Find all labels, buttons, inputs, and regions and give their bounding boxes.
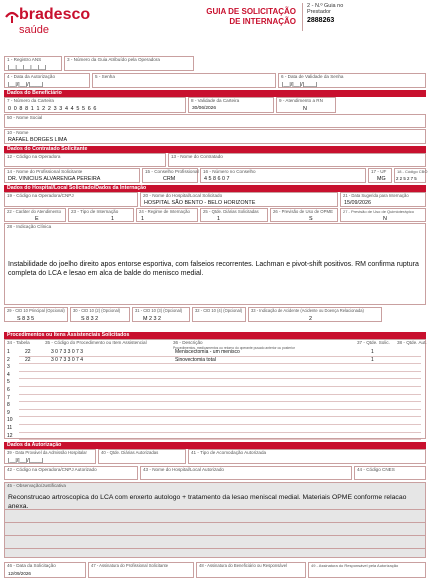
codigo-cbo-label: 18 - Código CBO bbox=[397, 169, 428, 174]
validade-carteira-field[interactable] bbox=[188, 97, 274, 113]
registro-ans-field[interactable] bbox=[4, 56, 62, 71]
regime-internacao-field[interactable] bbox=[136, 208, 198, 222]
qtde-diarias-field[interactable] bbox=[200, 208, 268, 222]
assinatura-autorizacao-label: 49 - Assinatura do Responsável pela Autorização bbox=[311, 563, 399, 568]
assinatura-profissional-label: 47 - Assinatura do Profissional Solicitante bbox=[91, 563, 169, 568]
cid-2-value: S 8 3 2 bbox=[81, 316, 99, 322]
row-number: 5 bbox=[7, 379, 10, 386]
form-title bbox=[196, 7, 296, 27]
col-codigo-header: 35 - Código do Procedimento ou Item Assistencial bbox=[45, 340, 147, 345]
hospital-autorizado-label: 43 - Nome do Hospital/Local Autorizado bbox=[143, 467, 224, 472]
form-title-line2: DE INTERNAÇÃO bbox=[229, 17, 296, 26]
indicacao-acidente-field[interactable] bbox=[248, 307, 382, 322]
guia-number-block bbox=[302, 3, 426, 31]
row-guide-line bbox=[19, 439, 421, 440]
nome-social-label: 50 - Nome Social bbox=[7, 115, 43, 120]
codigo-operadora-field[interactable] bbox=[4, 153, 166, 167]
codigo-cnpj-autorizado-field[interactable] bbox=[4, 466, 138, 480]
nome-hospital-label: 20 - Nome do Hospital/Local Solicitado bbox=[143, 193, 223, 198]
nome-label: 10 - Nome bbox=[7, 130, 29, 135]
nome-contratado-field[interactable] bbox=[168, 153, 426, 167]
codigo-cnpj-autorizado-label: 42 - Código na Operadora/CNPJ Autorizado bbox=[7, 467, 97, 472]
brand-sub: saúde bbox=[19, 24, 49, 36]
qtde-diarias-label: 25 - Qtde. Diárias Solicitadas bbox=[203, 209, 259, 214]
data-autorizacao-field[interactable] bbox=[4, 73, 90, 88]
col-descricao-note: Procedimentos, medicamentos ou retorno do operante pusado anterior ou posterior bbox=[173, 346, 295, 350]
row-descricao: Sinovectomia total bbox=[175, 356, 216, 363]
profissional-solicitante-field[interactable] bbox=[4, 168, 140, 183]
section-procedimentos: Procedimentos ou Itens Assistenciais Solicitados bbox=[4, 332, 426, 339]
nome-hospital-value: HOSPITAL SÃO BENTO - BELO HORIZONTE bbox=[144, 200, 256, 206]
acomodacao-autorizada-field[interactable] bbox=[188, 449, 426, 464]
hospital-autorizado-field[interactable] bbox=[140, 466, 352, 480]
previsao-opme-field[interactable] bbox=[270, 208, 338, 222]
regime-internacao-label: 24 - Regime de Internação bbox=[139, 209, 190, 214]
col-qtde-aut-header: 38 - Qtde. Aut. bbox=[397, 340, 427, 345]
col-tabela-header: 34 - Tabela bbox=[7, 340, 30, 345]
observacao-value: Reconstrucao artroscopica do LCA com enxerto autologo + tratamento da lesao meniscal medial. Materiais OPME conforme relacao anexa. bbox=[8, 494, 407, 510]
atendimento-rn-value: N bbox=[303, 106, 307, 112]
carater-atendimento-field[interactable] bbox=[4, 208, 66, 222]
table-row[interactable] bbox=[5, 349, 425, 357]
codigo-cbo-field[interactable] bbox=[394, 168, 426, 183]
row-qtde-solic: 1 bbox=[371, 349, 374, 355]
row-number: 11 bbox=[7, 425, 13, 431]
table-row[interactable] bbox=[5, 364, 425, 372]
data-solicitacao-value: 12/09/2026 bbox=[8, 571, 31, 576]
codigo-cnpj-label: 19 - Código na Operadora/CNPJ bbox=[7, 193, 74, 198]
section-hospital: Dados do Hospital/Local Solicitado/Dados da Internação bbox=[4, 185, 426, 192]
data-autorizacao-value: |__|/|__|/|____| bbox=[8, 82, 44, 88]
previsao-opme-label: 26 - Previsão de Uso de OPME bbox=[273, 209, 333, 214]
cid-principal-label: 29 - CID 10 Principal (Opcional) bbox=[7, 308, 65, 313]
validade-carteira-label: 8 - Validade da Carteira bbox=[191, 98, 240, 103]
guia-label-1: 2 - N.º Guia no bbox=[307, 3, 344, 9]
atendimento-rn-field[interactable] bbox=[276, 97, 336, 113]
row-number: 4 bbox=[7, 371, 10, 378]
previsao-opme-value: S bbox=[309, 216, 313, 222]
senha-field[interactable] bbox=[92, 73, 276, 88]
uf-label: 17 - UF bbox=[371, 169, 387, 174]
atendimento-rn-label: 9 - Atendimento a RN bbox=[279, 98, 323, 103]
table-row[interactable] bbox=[5, 425, 425, 433]
previsao-quimio-value: N bbox=[383, 216, 387, 222]
form-title-line1: GUIA DE SOLICITAÇÃO bbox=[206, 7, 296, 16]
row-qtde-solic: 1 bbox=[371, 356, 374, 363]
assinatura-beneficiario-label: 48 - Assinatura do Beneficiário ou Responsável bbox=[199, 563, 287, 568]
codigo-operadora-label: 12 - Código na Operadora bbox=[7, 154, 61, 159]
tipo-internacao-value: 1 bbox=[111, 216, 114, 222]
logo-mark-icon bbox=[4, 8, 20, 24]
carater-atendimento-label: 22 - Caráter do Atendimento bbox=[7, 209, 61, 214]
data-sugerida-label: 21 - Data Sugerida para Internação bbox=[343, 193, 409, 198]
codigo-cnes-label: 44 - Código CNES bbox=[357, 467, 395, 472]
assinatura-autorizacao-field[interactable] bbox=[308, 562, 426, 578]
data-admissao-label: 39 - Data Provável da Admissão Hospitalar bbox=[7, 450, 87, 455]
table-row[interactable] bbox=[5, 357, 425, 365]
profissional-solicitante-label: 14 - Nome do Profissional Solicitante bbox=[7, 169, 83, 174]
table-row[interactable] bbox=[5, 379, 425, 387]
guia-label-2: Prestador bbox=[307, 9, 331, 15]
validade-senha-value: |__|/|__|/|____| bbox=[282, 82, 318, 88]
assinatura-profissional-field[interactable] bbox=[88, 562, 194, 578]
nome-hospital-field[interactable] bbox=[140, 192, 338, 207]
row-number: 1 bbox=[7, 349, 10, 355]
registro-ans-value: |__|__|__|__|__| bbox=[8, 65, 47, 71]
cid-3-field[interactable] bbox=[132, 307, 190, 322]
cid-4-label: 32 - CID 10 (4) (Opcional) bbox=[195, 308, 243, 313]
indicacao-acidente-value: 2 bbox=[309, 316, 312, 322]
registro-ans-label: 1 - Registro ANS bbox=[7, 57, 42, 62]
nome-field[interactable] bbox=[4, 129, 426, 144]
data-autorizacao-label: 4 - Data da Autorização bbox=[7, 74, 56, 79]
guia-number: 2888263 bbox=[307, 17, 335, 24]
previsao-quimio-field[interactable] bbox=[340, 208, 426, 222]
data-admissao-value: |__|/|__|/|____| bbox=[8, 458, 44, 464]
procedimentos-table bbox=[4, 339, 426, 439]
cid-4-field[interactable] bbox=[192, 307, 246, 322]
indicacao-clinica-field[interactable] bbox=[4, 223, 426, 305]
col-qtde-solic-header: 37 - Qtde. Solic. bbox=[357, 340, 390, 345]
row-tabela: 22 bbox=[25, 356, 31, 363]
table-row[interactable] bbox=[5, 417, 425, 425]
row-number: 12 bbox=[7, 432, 13, 439]
table-row[interactable] bbox=[5, 402, 425, 410]
indicacao-clinica-label: 28 - Indicação Clínica bbox=[7, 224, 52, 229]
brand-name: bradesco bbox=[19, 6, 91, 23]
carater-atendimento-value: E bbox=[35, 216, 39, 222]
observacao-label: 45 - Observação/Justificativa bbox=[7, 483, 66, 488]
table-row[interactable] bbox=[5, 433, 425, 441]
codigo-cnes-field[interactable] bbox=[354, 466, 426, 480]
acomodacao-autorizada-label: 41 - Tipo de Acomodação Autorizada bbox=[191, 450, 267, 455]
nome-value: RAFAEL BORGES LIMA bbox=[8, 137, 68, 143]
cid-3-label: 31 - CID 10 (3) (Opcional) bbox=[135, 308, 183, 313]
qtde-diarias-value: 1 bbox=[217, 216, 220, 222]
row-number: 3 bbox=[7, 364, 10, 371]
table-row[interactable] bbox=[5, 372, 425, 380]
table-row[interactable] bbox=[5, 395, 425, 403]
data-solicitacao-label: 46 - Data da Solicitação bbox=[7, 563, 56, 568]
uf-field[interactable] bbox=[368, 168, 392, 183]
codigo-cnpj-field[interactable] bbox=[4, 192, 138, 207]
cid-principal-value: S 8 3 5 bbox=[17, 316, 35, 322]
table-row[interactable] bbox=[5, 410, 425, 418]
nome-social-field[interactable] bbox=[4, 114, 426, 128]
numero-conselho-label: 16 - Número no Conselho bbox=[203, 169, 256, 174]
senha-label: 5 - Senha bbox=[95, 74, 115, 79]
tipo-internacao-label: 23 - Tipo de Internação bbox=[71, 209, 119, 214]
row-number: 7 bbox=[7, 394, 10, 401]
row-descricao: Meniscectomia - um menisco bbox=[175, 349, 240, 355]
tipo-internacao-field[interactable] bbox=[68, 208, 134, 222]
regime-internacao-value: 1 bbox=[141, 216, 144, 222]
section-beneficiario: Dados do Beneficiário bbox=[4, 90, 426, 97]
cid-2-label: 30 - CID 10 (2) (Opcional) bbox=[73, 308, 121, 313]
numero-carteira-label: 7 - Número da Carteira bbox=[7, 98, 54, 103]
row-number: 2 bbox=[7, 356, 10, 363]
data-solicitacao-field[interactable] bbox=[4, 562, 86, 578]
numero-guia-operadora-label: 3 - Número da Guia Atribuído pela Operadora bbox=[67, 57, 160, 62]
cid-principal-field[interactable] bbox=[4, 307, 68, 322]
section-autorizacao: Dados da Autorização bbox=[4, 442, 426, 449]
section-contratado: Dados do Contratado Solicitante bbox=[4, 146, 426, 153]
conselho-profissional-field[interactable] bbox=[142, 168, 198, 183]
validade-senha-label: 6 - Data de Validade da Senha bbox=[281, 74, 344, 79]
numero-carteira-field[interactable] bbox=[4, 97, 186, 113]
row-codigo: 3 0 7 3 3 0 7 4 bbox=[51, 356, 83, 363]
table-row[interactable] bbox=[5, 387, 425, 395]
data-admissao-field[interactable] bbox=[4, 449, 96, 464]
col-descricao-header: 36 - Descrição bbox=[173, 340, 203, 345]
validade-senha-field[interactable] bbox=[278, 73, 426, 88]
assinatura-beneficiario-field[interactable] bbox=[196, 562, 306, 578]
row-number: 9 bbox=[7, 409, 10, 416]
profissional-solicitante-value: DR. VINICIUS ALVARENGA PEREIRA bbox=[8, 176, 101, 182]
row-number: 6 bbox=[7, 387, 10, 393]
conselho-profissional-label: 15 - Conselho Profissional bbox=[145, 169, 199, 174]
brand-logo bbox=[4, 4, 94, 40]
diarias-autorizadas-label: 40 - Qtde. Diárias Autorizadas bbox=[101, 450, 159, 455]
numero-carteira-value: 0 0 8 8 1 1 2 2 3 3 4 4 5 5 6 6 bbox=[8, 106, 98, 112]
observacao-field[interactable] bbox=[4, 482, 426, 558]
nome-contratado-label: 13 - Nome do Contratado bbox=[171, 154, 223, 159]
codigo-cbo-value: 2 2 5 2 7 5 bbox=[396, 176, 417, 181]
numero-guia-operadora-field[interactable] bbox=[64, 56, 194, 71]
indicacao-acidente-label: 33 - Indicação de Acidente (Acidente ou Doença Relacionada) bbox=[251, 308, 364, 313]
row-codigo: 3 0 7 3 3 0 7 3 bbox=[51, 349, 83, 355]
numero-conselho-value: 4 5 8 6 0 7 bbox=[204, 176, 230, 182]
data-sugerida-value: 15/09/2026 bbox=[344, 200, 371, 206]
indicacao-clinica-value: Instabilidade do joelho direito apos entorse esportiva, com falseios recorrentes. Lachman e pivot-shift positivos. RM confirma ruptura completa do LCA e lesao em alca de balde do menisco medial. bbox=[8, 261, 419, 277]
cid-3-value: M 2 3 2 bbox=[143, 316, 161, 322]
row-number: 8 bbox=[7, 402, 10, 409]
data-sugerida-field[interactable] bbox=[340, 192, 426, 207]
cid-2-field[interactable] bbox=[70, 307, 130, 322]
row-number: 10 bbox=[7, 417, 13, 424]
diarias-autorizadas-field[interactable] bbox=[98, 449, 186, 464]
row-tabela: 22 bbox=[25, 349, 31, 355]
uf-value: MG bbox=[377, 176, 386, 182]
validade-carteira-value: 30/06/2026 bbox=[192, 106, 217, 111]
previsao-quimio-label: 27 - Previsão de Uso de Quimioterápico bbox=[343, 209, 414, 214]
numero-conselho-field[interactable] bbox=[200, 168, 366, 183]
conselho-profissional-value: CRM bbox=[163, 176, 176, 182]
